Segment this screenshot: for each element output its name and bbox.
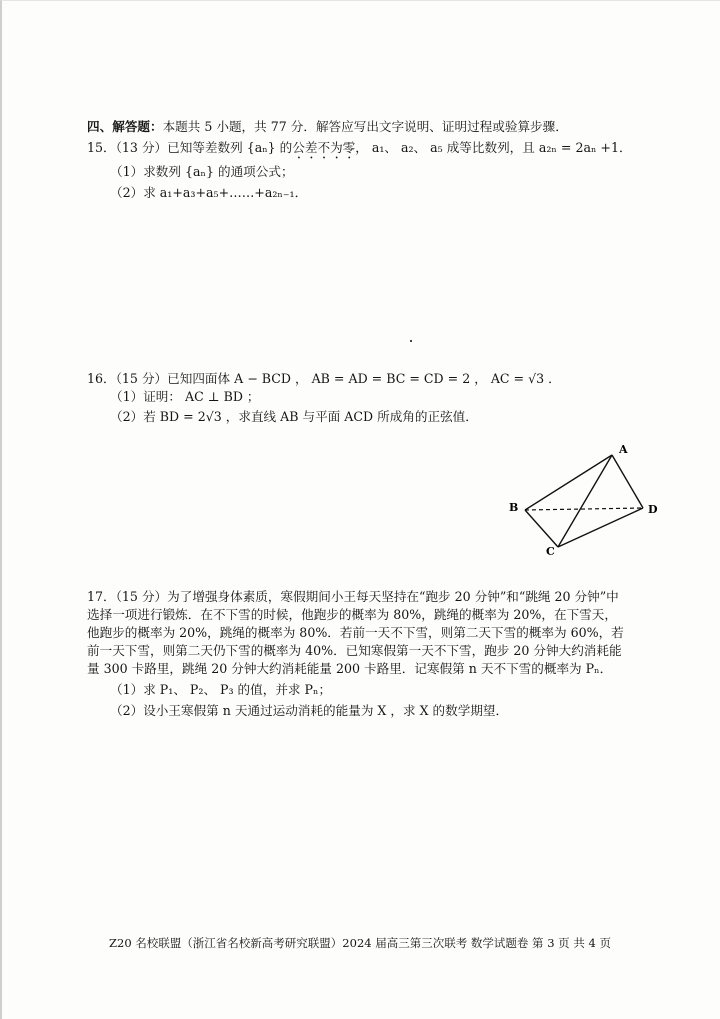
q15-stem-b: ， a₁、 a₂、 a₅ 成等比数列，且 a₂ₙ = 2aₙ +1． bbox=[355, 140, 632, 155]
q15-emphasis: 公差不为零 bbox=[292, 140, 356, 155]
tetrahedron-figure bbox=[500, 440, 670, 560]
label-d: D bbox=[648, 503, 658, 516]
edge-bc bbox=[525, 510, 558, 547]
q17-line3: 他跑步的概率为 20%，跳绳的概率为 80%．若前一天不下雪，则第二天下雪的概率为 60%，若 bbox=[87, 625, 624, 640]
section-heading bbox=[87, 118, 568, 135]
section-description: 本题共 5 小题，共 77 分．解答应写出文字说明、证明过程或验算步骤． bbox=[162, 119, 568, 134]
q17-line5: 量 300 卡路里，跳绳 20 分钟大约消耗能量 200 卡路里．记寒假第 n 天不下雪的概率为 Pₙ． bbox=[87, 661, 613, 676]
page-footer: Z20 名校联盟（浙江省名校新高考研究联盟）2024 届高三第三次联考 数学试题卷 第 3 页 共 4 页 bbox=[109, 936, 611, 950]
edge-ac bbox=[558, 455, 612, 547]
edge-cd bbox=[558, 508, 643, 547]
edge-ab bbox=[525, 455, 612, 510]
q16-part1: （1）证明： AC ⊥ BD ； bbox=[110, 389, 260, 404]
q17-line2: 选择一项进行锻炼．在不下雪的时候，他跑步的概率为 80%，跳绳的概率为 20%，在下雪天， bbox=[87, 607, 617, 622]
section-title: 四、解答题： bbox=[87, 119, 163, 134]
scan-speck bbox=[410, 340, 412, 342]
q16-part2: （2）若 BD = 2√3 ，求直线 AB 与平面 ACD 所成角的正弦值． bbox=[110, 409, 478, 424]
label-b: B bbox=[509, 501, 519, 514]
q17-part2: （2）设小王寒假第 n 天通过运动消耗的能量为 X ，求 X 的数学期望． bbox=[110, 703, 509, 718]
label-a: A bbox=[619, 443, 628, 456]
q15-stem bbox=[87, 139, 632, 162]
q16-stem: 16．（15 分）已知四面体 A − BCD ， AB = AD = BC = CD = 2 ， AC = √3 ． bbox=[87, 371, 561, 386]
q15-stem-a: 15．（13 分）已知等差数列 {aₙ} 的 bbox=[87, 140, 293, 155]
q17-line4: 前一天下雪，则第二天仍下雪的概率为 40%．已知寒假第一天不下雪，跑步 20 分钟大约消耗能 bbox=[87, 643, 622, 658]
q15-part1: （1）求数列 {aₙ} 的通项公式； bbox=[110, 164, 294, 179]
q15-part2: （2）求 a₁+a₃+a₅+……+a₂ₙ₋₁． bbox=[110, 185, 308, 200]
edge-ad bbox=[612, 455, 643, 508]
q17-part1: （1）求 P₁、 P₂、 P₃ 的值，并求 Pₙ； bbox=[110, 682, 332, 697]
q17-line1: 17．（15 分）为了增强身体素质，寒假期间小王每天坚持在“跑步 20 分钟”和“跳绳 20 分钟”中 bbox=[87, 589, 619, 604]
label-c: C bbox=[546, 545, 555, 558]
edge-bd-hidden bbox=[525, 508, 643, 510]
